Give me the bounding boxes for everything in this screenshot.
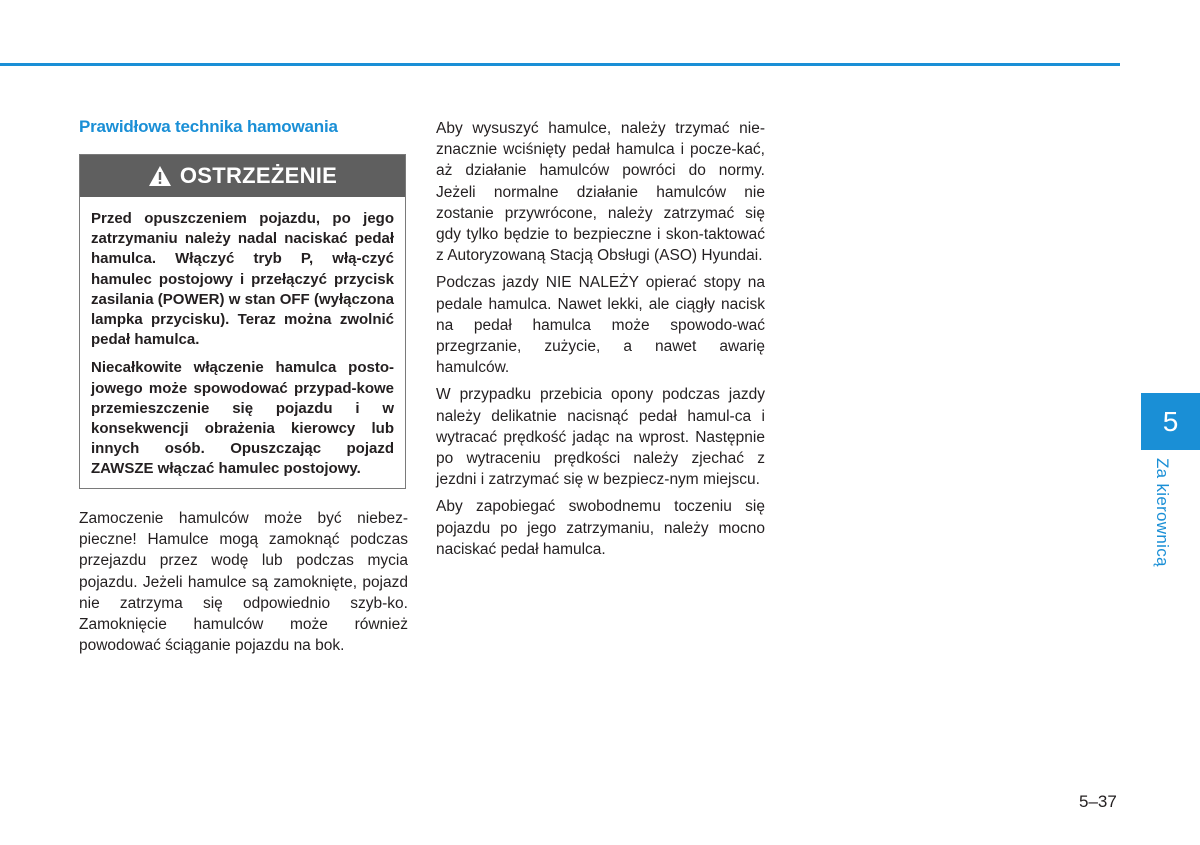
warning-triangle-icon xyxy=(148,165,172,187)
body-paragraph: Aby wysuszyć hamulce, należy trzymać nie-znacznie wciśnięty pedał hamulca i pocze-kać, aż działanie hamulców powróci do normy. Jeżeli normalne działanie hamulców nie zostanie przywrócone, należy zatrzymać się gdy tylko będzie to bezpieczne i skon-taktować z Autoryzowaną Stacją Obsługi (ASO) Hyundai. xyxy=(436,120,765,265)
warning-header xyxy=(80,155,405,197)
chapter-title: Za kierownicą xyxy=(1153,458,1172,567)
body-paragraph: W przypadku przebicia opony podczas jazdy należy delikatnie nacisnąć pedał hamul-ca i wytracać prędkość jadąc na wprost. Następnie po wytraceniu prędkości należy zjechać z jezdni i zatrzymać się w bezpiecz-nym miejscu. xyxy=(436,386,765,489)
body-paragraph: Aby zapobiegać swobodnemu toczeniu się pojazdu po jego zatrzymaniu, należy mocno naciskać pedał hamulca. xyxy=(436,498,765,558)
warning-box xyxy=(79,154,406,489)
right-column xyxy=(436,118,765,566)
chapter-number-tab: 5 xyxy=(1141,393,1200,450)
page-number: 5–37 xyxy=(1079,792,1117,811)
header-rule xyxy=(0,63,1120,66)
warning-title: OSTRZEŻENIE xyxy=(179,163,338,188)
warning-body xyxy=(80,197,405,480)
warning-paragraph: Przed opuszczeniem pojazdu, po jego zatrzymaniu należy nadal naciskać pedał hamulca. Włączyć tryb P, włą-czyć hamulec postojowy i przełączyć przycisk zasilania (POWER) w stan OFF (wyłączona lampka przycisku). Teraz można zwolnić pedał hamulca. xyxy=(91,210,394,349)
warning-paragraph: Niecałkowite włączenie hamulca posto-jowego może spowodować przypad-kowe przemieszczenie się pojazdu i w konsekwencji obrażenia kierowcy lub innych osób. Opuszczając pojazd ZAWSZE włączać hamulec postojowy. xyxy=(91,359,394,478)
body-paragraph: Zamoczenie hamulców może być niebez-pieczne! Hamulce mogą zamoknąć podczas przejazdu przez wodę lub podczas mycia pojazdu. Jeżeli hamulce są zamoknięte, pojazd nie zatrzyma się odpowiednio szyb-ko. Zamoknięcie hamulców może również powodować ściąganie pojazdu na bok. xyxy=(79,510,408,655)
body-paragraph: Podczas jazdy NIE NALEŻY opierać stopy na pedale hamulca. Nawet lekki, ale ciągły nacisk na pedał hamulca może spowodo-wać przegrzanie, zużycie, a nawet awarię hamulców. xyxy=(436,274,765,377)
section-title: Prawidłowa technika hamowania xyxy=(79,117,338,136)
